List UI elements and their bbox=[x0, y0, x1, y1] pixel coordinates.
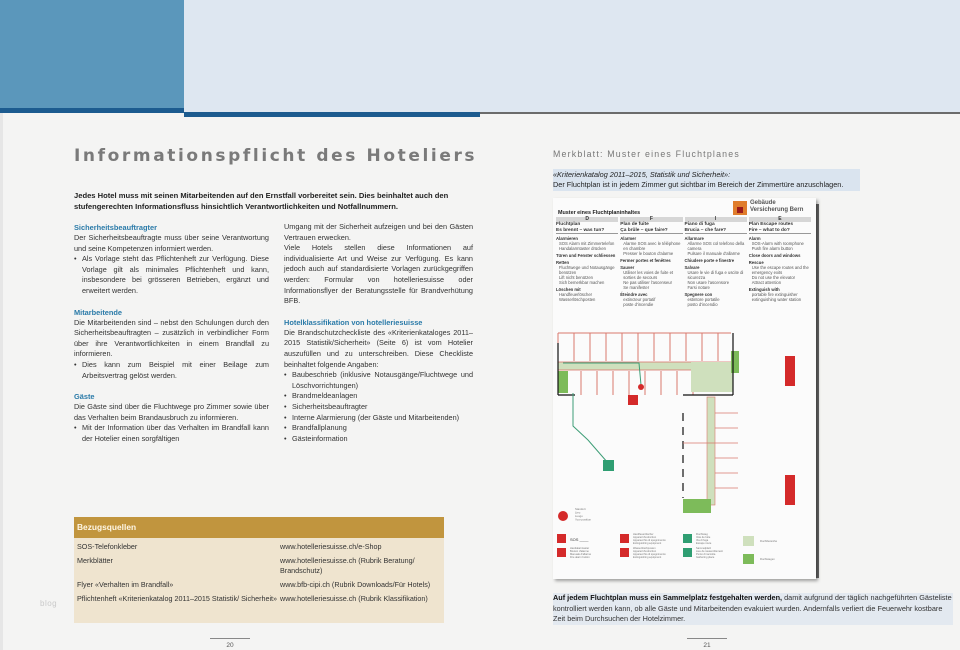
table-row bbox=[74, 592, 444, 606]
header-block-right bbox=[184, 0, 960, 112]
note-text: damit aufgrund der täglich nachgeführten Gästeliste kontrolliert werden kann, ob alle Gäste und Mitarbeitenden evakuiert wurden. Andernfalls verliert die Feuerwehr kostbare Zeit beim Durchsuchen der Hotelzimmer. bbox=[553, 593, 952, 623]
svg-text:Handfeuerlöscher: Handfeuerlöscher bbox=[633, 533, 654, 536]
section-heading-sicherheit: Sicherheitsbeauftragter bbox=[74, 223, 157, 232]
assembly-point-note bbox=[553, 593, 953, 625]
table-row bbox=[74, 554, 444, 578]
plan-column-de: D Fluchtplan Es brennt – was tun? Alarmieren SOS Alarm mit Zimmertelefon Handalarmtaster drücken Türen und Fenster schliessen Retten Fluchtwege und Notausgänge benützen Lift nicht benützen Sich bemerkbar machen Löschen mit Handfeuerlöscher Wasserlöschposten bbox=[556, 217, 620, 307]
svg-text:Extinguishing equipment: Extinguishing equipment bbox=[633, 556, 662, 559]
bullet-item: • Gästeinformation bbox=[284, 434, 473, 445]
row-source-link[interactable]: www.hotelleriesuisse.ch/e-Shop bbox=[280, 542, 382, 551]
watermark: blog bbox=[40, 599, 58, 608]
svg-text:Lieu: Lieu bbox=[575, 510, 581, 515]
criteria-text: Der Fluchtplan ist in jedem Zimmer gut sichtbar im Bereich der Zimmertüre anzuschlagen. bbox=[553, 180, 844, 189]
bullet-list bbox=[74, 254, 269, 296]
svg-text:Bouton d'alarme: Bouton d'alarme bbox=[570, 550, 589, 553]
plan-column-en: E Plan Escape routes Fire – what to do? Alarm SOS-Alarm with roomphone Push fire alarm button Close doors and windows Rescue Use the escape routes and the emergency exits Do not use the elevator Attract attention Extinguish with portable fire extinguisher extinguishing water station bbox=[749, 217, 813, 307]
svg-text:Fluchtbereiche: Fluchtbereiche bbox=[760, 540, 778, 543]
page-edge bbox=[0, 113, 3, 650]
row-item: Flyer «Verhalten im Brandfall» bbox=[77, 580, 174, 589]
section-text: Umgang mit der Sicherheit aufzeigen und bei den Gästen Vertrauen erwecken. bbox=[284, 222, 473, 242]
row-item: SOS-Telefonkleber bbox=[77, 542, 138, 551]
section-text: Viele Hotels stellen diese Informationen auf individualisierte Art und Weise zur Verfügung. Es kann jedoch auch auf standardisierte Vorlagen zurückgegriffen werden: Formular von hotelleriesuisse oder Informationsflyer der Beratungsstelle für Brandverhütung BFB. bbox=[284, 243, 473, 306]
section-text: Die Mitarbeitenden sind – nebst den Schulungen durch den Sicherheitsbeauftragten – zusätzlich in verbindlicher Form über ihre Verantwortlichkeiten in einem Brandfall zu informieren. bbox=[74, 317, 269, 359]
assembly-point-icon bbox=[603, 460, 614, 471]
svg-text:Escape route: Escape route bbox=[696, 542, 712, 545]
text-column-2 bbox=[284, 222, 473, 444]
svg-text:Fluchtwegen: Fluchtwegen bbox=[760, 558, 775, 561]
svg-text:Lieu de rassemblement: Lieu de rassemblement bbox=[696, 550, 723, 553]
bullet-item: • Brandmeldeanlagen bbox=[284, 391, 473, 402]
merkblatt-title: Merkblatt: Muster eines Fluchtplanes bbox=[553, 149, 740, 159]
bullet-item: • Dies kann zum Beispiel mit einer Beilage zum Arbeitsvertrag gelöst werden. bbox=[74, 360, 269, 381]
header-block-left bbox=[0, 0, 184, 108]
bullet-list bbox=[74, 423, 269, 444]
section-heading-klassifikation: Hotelklassifikation von hotelleriesuisse bbox=[284, 317, 423, 327]
svg-text:Appareil d'extinction: Appareil d'extinction bbox=[633, 536, 657, 539]
svg-text:Punto di raccolta: Punto di raccolta bbox=[696, 553, 716, 556]
bullet-item: • Interne Alarmierung (der Gäste und Mitarbeitenden) bbox=[284, 413, 473, 424]
svg-text:Luogo: Luogo bbox=[575, 514, 583, 518]
bullet-item: • Sicherheitsbeauftragter bbox=[284, 402, 473, 413]
row-item: Merkblätter bbox=[77, 556, 113, 565]
header-accent-bar bbox=[0, 108, 184, 113]
svg-text:Standort: Standort bbox=[575, 507, 586, 511]
page-number-right: 21 bbox=[687, 642, 727, 649]
section-heading-mitarbeitende: Mitarbeitende bbox=[74, 307, 123, 317]
svg-text:Voie de fuite: Voie de fuite bbox=[696, 536, 711, 539]
plan-column-it: I Piano di fuga Brucia – che fare? Allarmare Allarme SOS col telefono della camera Pulsare il manuale d'allarme Chiudere porte e finestre Salvare Usare le vie di fuga e uscite di sicurezza Non usare l'ascensore Farsi notare Spegnere con estintore portatile posto d'incendio bbox=[685, 217, 749, 307]
intro-text: Jedes Hotel muss mit seinen Mitarbeitenden auf den Ernstfall vorbereitet sein. Dies beinhaltet auch den stufengerechten Informationsfluss hinsichtlich Verantwortlichkeiten und Notfallnummern. bbox=[74, 191, 449, 211]
section-text: Der Sicherheitsbeauftragte muss über seine Verantwortung und seine Kompetenzen informiert werden. bbox=[74, 233, 269, 253]
section-heading-gaeste: Gäste bbox=[74, 392, 95, 402]
svg-text:Apparecchio di spegnimento: Apparecchio di spegnimento bbox=[633, 539, 666, 542]
plan-heading: Muster eines Fluchtplaninhaltes bbox=[558, 210, 641, 216]
table-row bbox=[74, 538, 444, 554]
box-heading: Bezugsquellen bbox=[74, 517, 444, 538]
svg-text:Gathering place: Gathering place bbox=[696, 556, 715, 559]
svg-text:Manuale d'allarme: Manuale d'allarme bbox=[570, 553, 592, 556]
svg-text:Handalarmtaster: Handalarmtaster bbox=[570, 547, 590, 550]
section-text: Die Gäste sind über die Fluchtwege pro Zimmer sowie über das Verhalten beim Brandausbruch zu informieren. bbox=[74, 402, 269, 422]
svg-text:Appareil d'extinction: Appareil d'extinction bbox=[633, 550, 657, 553]
bullet-list bbox=[74, 360, 269, 381]
bullet-item: • Brandfallplanung bbox=[284, 423, 473, 434]
page-number-left: 20 bbox=[210, 642, 250, 649]
bezugsquellen-box bbox=[74, 517, 444, 623]
plan-legend bbox=[553, 498, 816, 578]
row-item: Pflichtenheft «Kriterienkatalog 2011–2015 Statistik/ Sicherheit» bbox=[77, 594, 278, 603]
escape-plan-sheet bbox=[553, 198, 816, 579]
row-source-link[interactable]: www.hotelleriesuisse.ch (Rubrik Beratung/ Brandschutz) bbox=[280, 556, 415, 575]
svg-text:Fluchtweg: Fluchtweg bbox=[696, 533, 708, 536]
svg-text:Sammelplatz: Sammelplatz bbox=[696, 547, 711, 550]
logo-text: Gebäude Versicherung Bern bbox=[750, 200, 804, 213]
row-source-link[interactable]: www.bfb-cipi.ch (Rubrik Downloads/Für Hotels) bbox=[280, 580, 431, 589]
svg-text:Wasserlöschposten: Wasserlöschposten bbox=[633, 547, 656, 550]
section-text: Die Brandschutzcheckliste des «Kriterienkataloges 2011–2015 Statistik/Sicherheit» (Seite 6) ist vom Hotelier auszufüllen und zu unterschreiben. Diese Checkliste beinhaltet folgende Angaben: bbox=[284, 327, 473, 369]
svg-text:Apparecchio di spegnimento: Apparecchio di spegnimento bbox=[633, 553, 666, 556]
gvb-logo-icon bbox=[733, 201, 747, 215]
plan-column-fr: F Plan de fuite Ça brûle – que faire? Alarmer Alarme SOS avec le téléphone en chambre Presser le bouton d'alarme Fermer portes et fenêtres Sauver Utiliser les voies de fuite et sorties de secours Ne pas utiliser l'ascenseur Se manifester Éteindre avec extincteur portatif poste d'incendie bbox=[620, 216, 681, 308]
svg-text:SOS ____: SOS ____ bbox=[570, 537, 589, 542]
bullet-item: • Mit der Information über das Verhalten im Brandfall kann der Hotelier einen sorgfältigen bbox=[74, 423, 269, 444]
page-title: Informationspflicht des Hoteliers bbox=[74, 146, 478, 166]
row-source-link[interactable]: www.hotelleriesuisse.ch (Rubrik Klassifikation) bbox=[280, 594, 428, 603]
plan-shadow bbox=[816, 204, 819, 578]
plan-language-columns bbox=[556, 217, 813, 307]
svg-text:Extinguishing equipment: Extinguishing equipment bbox=[633, 542, 662, 545]
floor-plan-map bbox=[553, 323, 816, 513]
svg-text:Fire alarm button: Fire alarm button bbox=[570, 556, 590, 559]
text-column-1 bbox=[74, 222, 269, 445]
svg-text:Your position: Your position bbox=[575, 517, 592, 522]
criteria-reference: «Kriterienkatalog 2011–2015, Statistik und Sicherheit»: bbox=[553, 170, 731, 179]
note-bold: Auf jedem Fluchtplan muss ein Sammelplatz festgehalten werden, bbox=[553, 593, 783, 602]
bullet-list bbox=[284, 370, 473, 444]
table-row bbox=[74, 578, 444, 592]
bullet-item: • Als Vorlage steht das Pflichtenheft zur Verfügung. Diese Vorlage gilt als minimales Pflichtenheft und kann, insbesondere bei grösseren Betrieben, ergänzt und erweitert werden. bbox=[74, 254, 269, 296]
header-accent-bar-right bbox=[184, 112, 480, 117]
bullet-item: • Baubeschrieb (inklusive Notausgänge/Fluchtwege und Löschvorrichtungen) bbox=[284, 370, 473, 391]
criteria-note bbox=[553, 169, 860, 191]
svg-text:Via di fuga: Via di fuga bbox=[696, 539, 709, 542]
